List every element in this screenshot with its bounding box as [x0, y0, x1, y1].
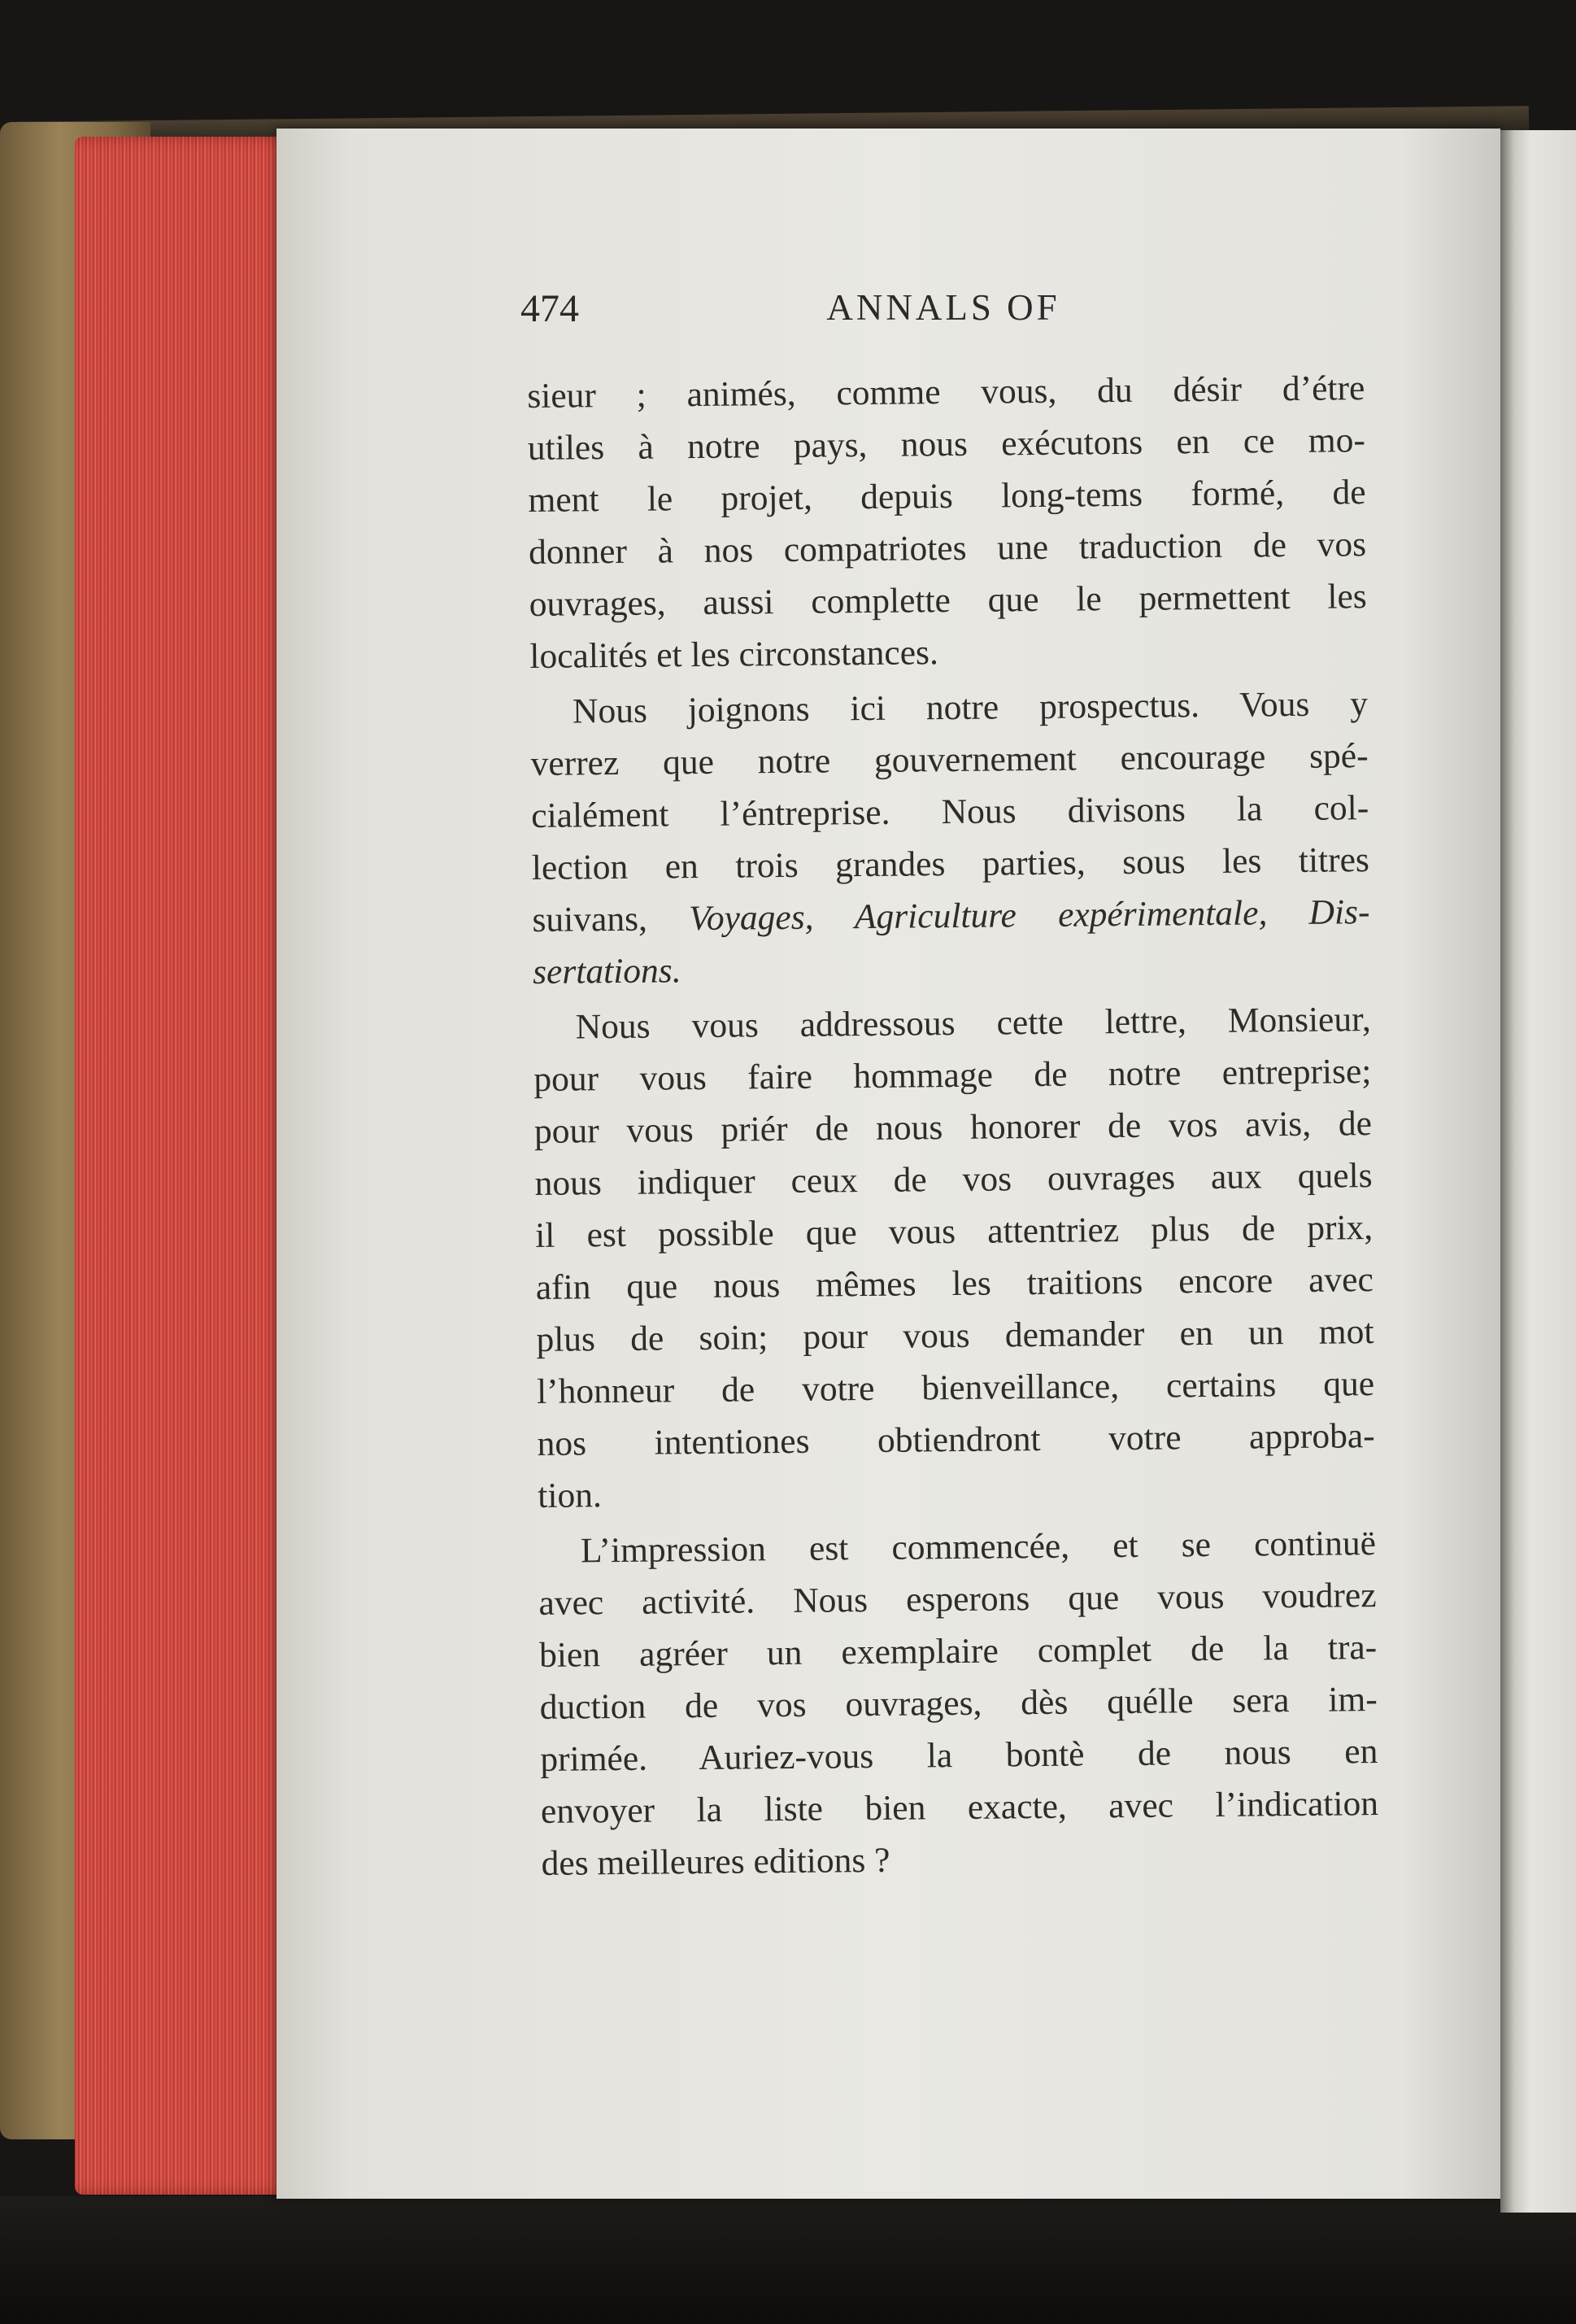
- text-line: sertations.: [532, 951, 681, 992]
- page-number: 474: [520, 287, 579, 330]
- text-line: tion.: [538, 1476, 603, 1515]
- text-line: cialément l’éntreprise. Nous divisons la col-: [531, 788, 1369, 835]
- text-line: Nous vous addressous cette lettre, Monsieur,: [575, 1000, 1371, 1047]
- text-line: [532, 886, 1370, 946]
- text-line: nos intentiones obtiendront votre approba-: [537, 1416, 1375, 1463]
- running-title: ANNALS OF: [826, 287, 1060, 328]
- text-line: l’honneur de votre bienveillance, certains que: [536, 1364, 1375, 1411]
- text-line: envoyer la liste bien exacte, avec l’indication: [540, 1784, 1379, 1831]
- facing-page-edge: [1500, 130, 1576, 2213]
- text-line: lection en trois grandes parties, sous les titres: [531, 840, 1370, 887]
- text-line: pour vous priér de nous honorer de vos avis, de: [533, 1104, 1373, 1151]
- table-surface: [0, 2196, 1576, 2324]
- text-line: pour vous faire hommage de notre entreprise;: [533, 1052, 1372, 1099]
- text-line: avec activité. Nous esperons que vous voudrez: [538, 1576, 1377, 1623]
- text-line: sieur ; animés, comme vous, du désir d’étre: [527, 368, 1365, 416]
- text-line: duction de vos ouvrages, dès quélle sera im-: [539, 1680, 1378, 1727]
- red-page-edges: [75, 137, 301, 2195]
- text-line: bien agréer un exemplaire complet de la tra-: [538, 1628, 1378, 1675]
- text-line: L’impression est commencée, et se continuë: [580, 1524, 1377, 1571]
- text-span: suivans,: [532, 899, 648, 940]
- text-line: il est possible que vous attentriez plus de prix,: [534, 1208, 1374, 1255]
- text-line: afin que nous mêmes les traitions encore avec: [535, 1260, 1374, 1307]
- text-line: ouvrages, aussi complette que le permettent les: [529, 577, 1367, 624]
- text-line: donner à nos compatriotes une traduction de vos: [528, 525, 1367, 572]
- text-line: primée. Auriez-vous la bontè de nous en: [540, 1732, 1378, 1779]
- text-line: localités et les circonstances.: [529, 633, 939, 676]
- text-line: plus de soin; pour vous demander en un mot: [536, 1312, 1374, 1359]
- text-line: nous indiquer ceux de vos ouvrages aux quels: [534, 1156, 1373, 1203]
- text-line: des meilleures editions ?: [541, 1840, 890, 1883]
- body-text: [527, 362, 1379, 1890]
- text-line: Nous joignons ici notre prospectus. Vous y: [572, 684, 1369, 731]
- text-line: utiles à notre pays, nous exécutons en ce mo-: [527, 421, 1366, 468]
- page-header: [520, 286, 1366, 335]
- text-line: verrez que notre gouvernement encourage spé-: [530, 736, 1369, 783]
- italic-title-span: Voyages, Agriculture expérimentale, Dis-: [688, 892, 1370, 939]
- text-line: ment le projet, depuis long-tems formé, de: [528, 473, 1366, 520]
